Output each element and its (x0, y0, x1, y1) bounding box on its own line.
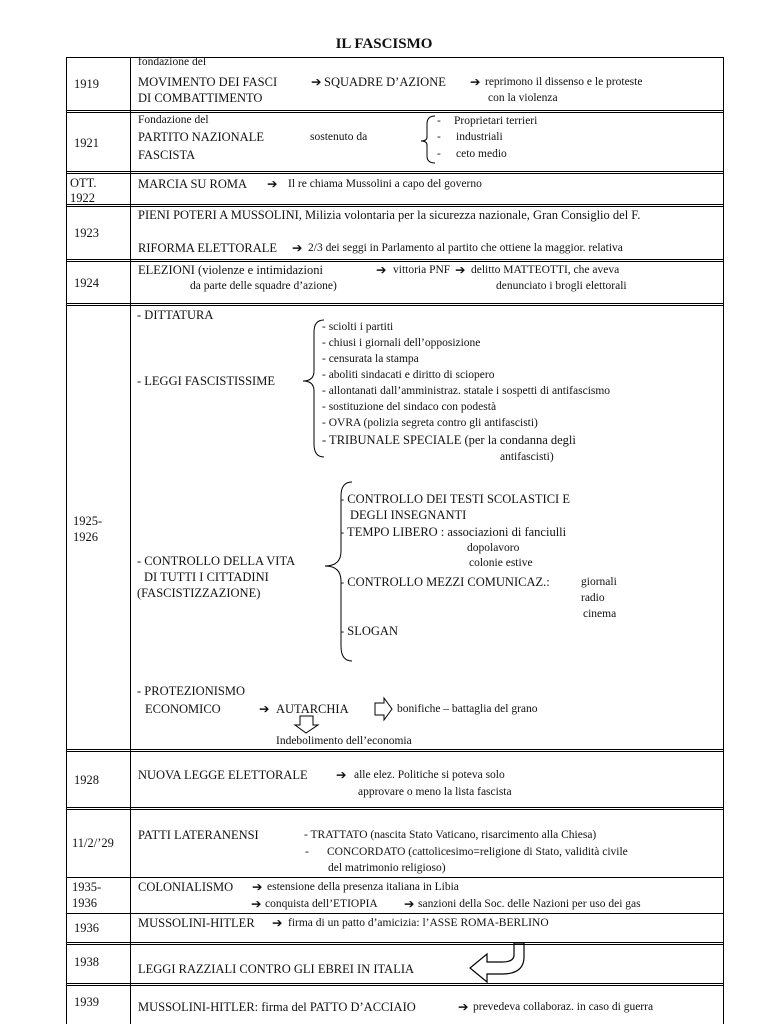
text-line: Il re chiama Mussolini a capo del governo (288, 178, 482, 190)
text-line: denunciato i brogli elettorali (496, 280, 627, 292)
list-item: - sciolti i partiti (322, 321, 394, 333)
list-item: - chiusi i giornali dell’opposizione (322, 337, 481, 349)
brace-1921 (421, 116, 435, 163)
year-label: 1925- (73, 514, 103, 528)
text-line: SQUADRE D’AZIONE (324, 75, 446, 89)
arrow-icon: ➔ (259, 702, 270, 716)
year-label: 1921 (74, 136, 99, 150)
list-item: Proprietari terrieri (454, 115, 538, 127)
year-label: 1938 (74, 955, 99, 969)
text-line: LEGGI RAZZIALI CONTRO GLI EBREI IN ITALIA (138, 962, 415, 976)
arrow-icon: ➔ (251, 897, 262, 911)
text-line: delitto MATTEOTTI, che aveva (471, 264, 620, 276)
text-line: CONCORDATO (cattolicesimo=religione di Stato, validità civile (327, 846, 628, 858)
year-label: 1926 (73, 530, 98, 544)
text-line: PARTITO NAZIONALE (138, 130, 264, 144)
text-line: bonifiche – battaglia del grano (397, 703, 538, 715)
year-label: 11/2/’29 (72, 836, 114, 850)
list-item: - sostituzione del sindaco con podestà (322, 401, 497, 413)
text-line: estensione della presenza italiana in Libia (267, 881, 459, 893)
text-line: del matrimonio religioso) (328, 862, 446, 874)
text-line: sanzioni della Soc. delle Nazioni per uso dei gas (418, 898, 641, 910)
text-line: DI COMBATTIMENTO (138, 91, 263, 105)
list-item: cinema (583, 608, 617, 620)
text-line: RIFORMA ELETTORALE (138, 241, 278, 255)
text-line: ECONOMICO (145, 702, 221, 716)
text-line: 2/3 dei seggi in Parlamento al partito che ottiene la maggior. relativa (308, 242, 623, 254)
arrow-icon: ➔ (272, 916, 283, 930)
list-item: - TRIBUNALE SPECIALE (per la condanna degli (322, 433, 576, 447)
text-line: - SLOGAN (340, 624, 398, 638)
arrow-icon: ➔ (267, 177, 278, 191)
text-line: - CONTROLLO DEI TESTI SCOLASTICI E (340, 492, 570, 506)
text-line: (FASCISTIZZAZIONE) (137, 586, 261, 600)
text-line: firma di un patto d’amicizia: l’ASSE ROMA-BERLINO (288, 917, 549, 929)
text-line: Indebolimento dell’economia (276, 735, 412, 747)
text-line: COLONIALISMO (138, 880, 234, 894)
text-line: MUSSOLINI-HITLER: firma del PATTO D’ACCIAIO (138, 1000, 416, 1014)
year-label: 1928 (74, 773, 99, 787)
text-line: vittoria PNF (393, 264, 451, 276)
year-label: 1923 (74, 226, 99, 240)
list-item: industriali (456, 131, 503, 143)
leggi-razziali-hook-arrow (470, 943, 524, 982)
arrow-icon: ➔ (455, 263, 466, 277)
text-line: - LEGGI FASCISTISSIME (137, 374, 275, 388)
text-line: - TEMPO LIBERO : associazioni di fanciulli (340, 525, 567, 539)
text-line: MUSSOLINI-HITLER (138, 916, 255, 930)
text-line: antifascisti) (500, 451, 554, 463)
text-line: prevedeva collaboraz. in caso di guerra (473, 1001, 654, 1013)
text-line: da parte delle squadre d’azione) (190, 280, 337, 292)
arrow-icon: ➔ (376, 263, 387, 277)
list-item: - OVRA (polizia segreta contro gli antifascisti) (322, 417, 538, 429)
text-line: approvare o meno la lista fascista (358, 786, 512, 798)
text-line: AUTARCHIA (276, 702, 349, 716)
text-line: ELEZIONI (violenze e intimidazioni (138, 263, 324, 277)
list-dash: - (305, 846, 309, 858)
text-line: alle elez. Politiche si poteva solo (354, 769, 505, 781)
text-line: - PROTEZIONISMO (137, 684, 245, 698)
list-dash: - (437, 148, 441, 160)
text-line: DI TUTTI I CITTADINI (144, 570, 269, 584)
year-label: 1935- (72, 880, 102, 894)
list-item: - allontanati dall’amministraz. statale i sospetti di antifascismo (322, 385, 611, 397)
autarchia-right-arrow (375, 698, 392, 720)
year-label: OTT. (70, 176, 97, 190)
arrow-icon: ➔ (458, 1000, 469, 1014)
list-item: - aboliti sindacati e diritto di sciopero (322, 369, 495, 381)
autarchia-down-arrow (295, 716, 318, 733)
arrow-icon: ➔ (404, 897, 415, 911)
text-line: reprimono il dissenso e le proteste (485, 76, 643, 88)
arrow-icon: ➔ (292, 241, 303, 255)
list-dash: - (437, 115, 441, 127)
text-line: MOVIMENTO DEI FASCI (138, 75, 278, 89)
text-line: - CONTROLLO MEZZI COMUNICAZ.: (340, 575, 550, 589)
arrow-icon: ➔ (252, 880, 263, 894)
text-line: Fondazione del (138, 114, 209, 126)
list-item: - censurata la stampa (322, 353, 419, 365)
brace-leggi (303, 320, 324, 457)
text-line: - DITTATURA (137, 308, 214, 322)
year-label: 1922 (70, 191, 95, 205)
year-label: 1919 (74, 77, 99, 91)
year-label: 1936 (72, 896, 97, 910)
text-line: conquista dell’ETIOPIA (265, 898, 378, 910)
text-line: - TRATTATO (nascita Stato Vaticano, risarcimento alla Chiesa) (304, 829, 597, 841)
year-label: 1936 (74, 921, 99, 935)
list-item: ceto medio (456, 148, 507, 160)
text-line: dopolavoro (467, 542, 520, 554)
list-item: giornali (581, 576, 617, 588)
text-line: sostenuto da (310, 131, 368, 143)
arrow-icon: ➔ (470, 75, 481, 89)
page-title: IL FASCISMO (335, 36, 433, 52)
text-line: colonie estive (469, 557, 533, 569)
text-line: DEGLI INSEGNANTI (350, 508, 467, 522)
arrow-icon: ➔ (336, 768, 347, 782)
year-label: 1924 (74, 276, 99, 290)
text-line: con la violenza (488, 92, 558, 104)
text-line: FASCISTA (138, 148, 196, 162)
text-line: PIENI POTERI A MUSSOLINI, Milizia volontaria per la sicurezza nazionale, Gran Consiglio del F. (138, 208, 641, 222)
text-line: - CONTROLLO DELLA VITA (137, 554, 296, 568)
text-line: MARCIA SU ROMA (138, 177, 248, 191)
list-item: radio (581, 592, 605, 604)
arrow-icon: ➔ (311, 75, 322, 89)
text-line: NUOVA LEGGE ELETTORALE (138, 768, 308, 782)
year-label: 1939 (74, 995, 99, 1009)
text-line: PATTI LATERANENSI (138, 828, 259, 842)
list-dash: - (437, 131, 441, 143)
text-line: fondazione del (138, 56, 207, 68)
